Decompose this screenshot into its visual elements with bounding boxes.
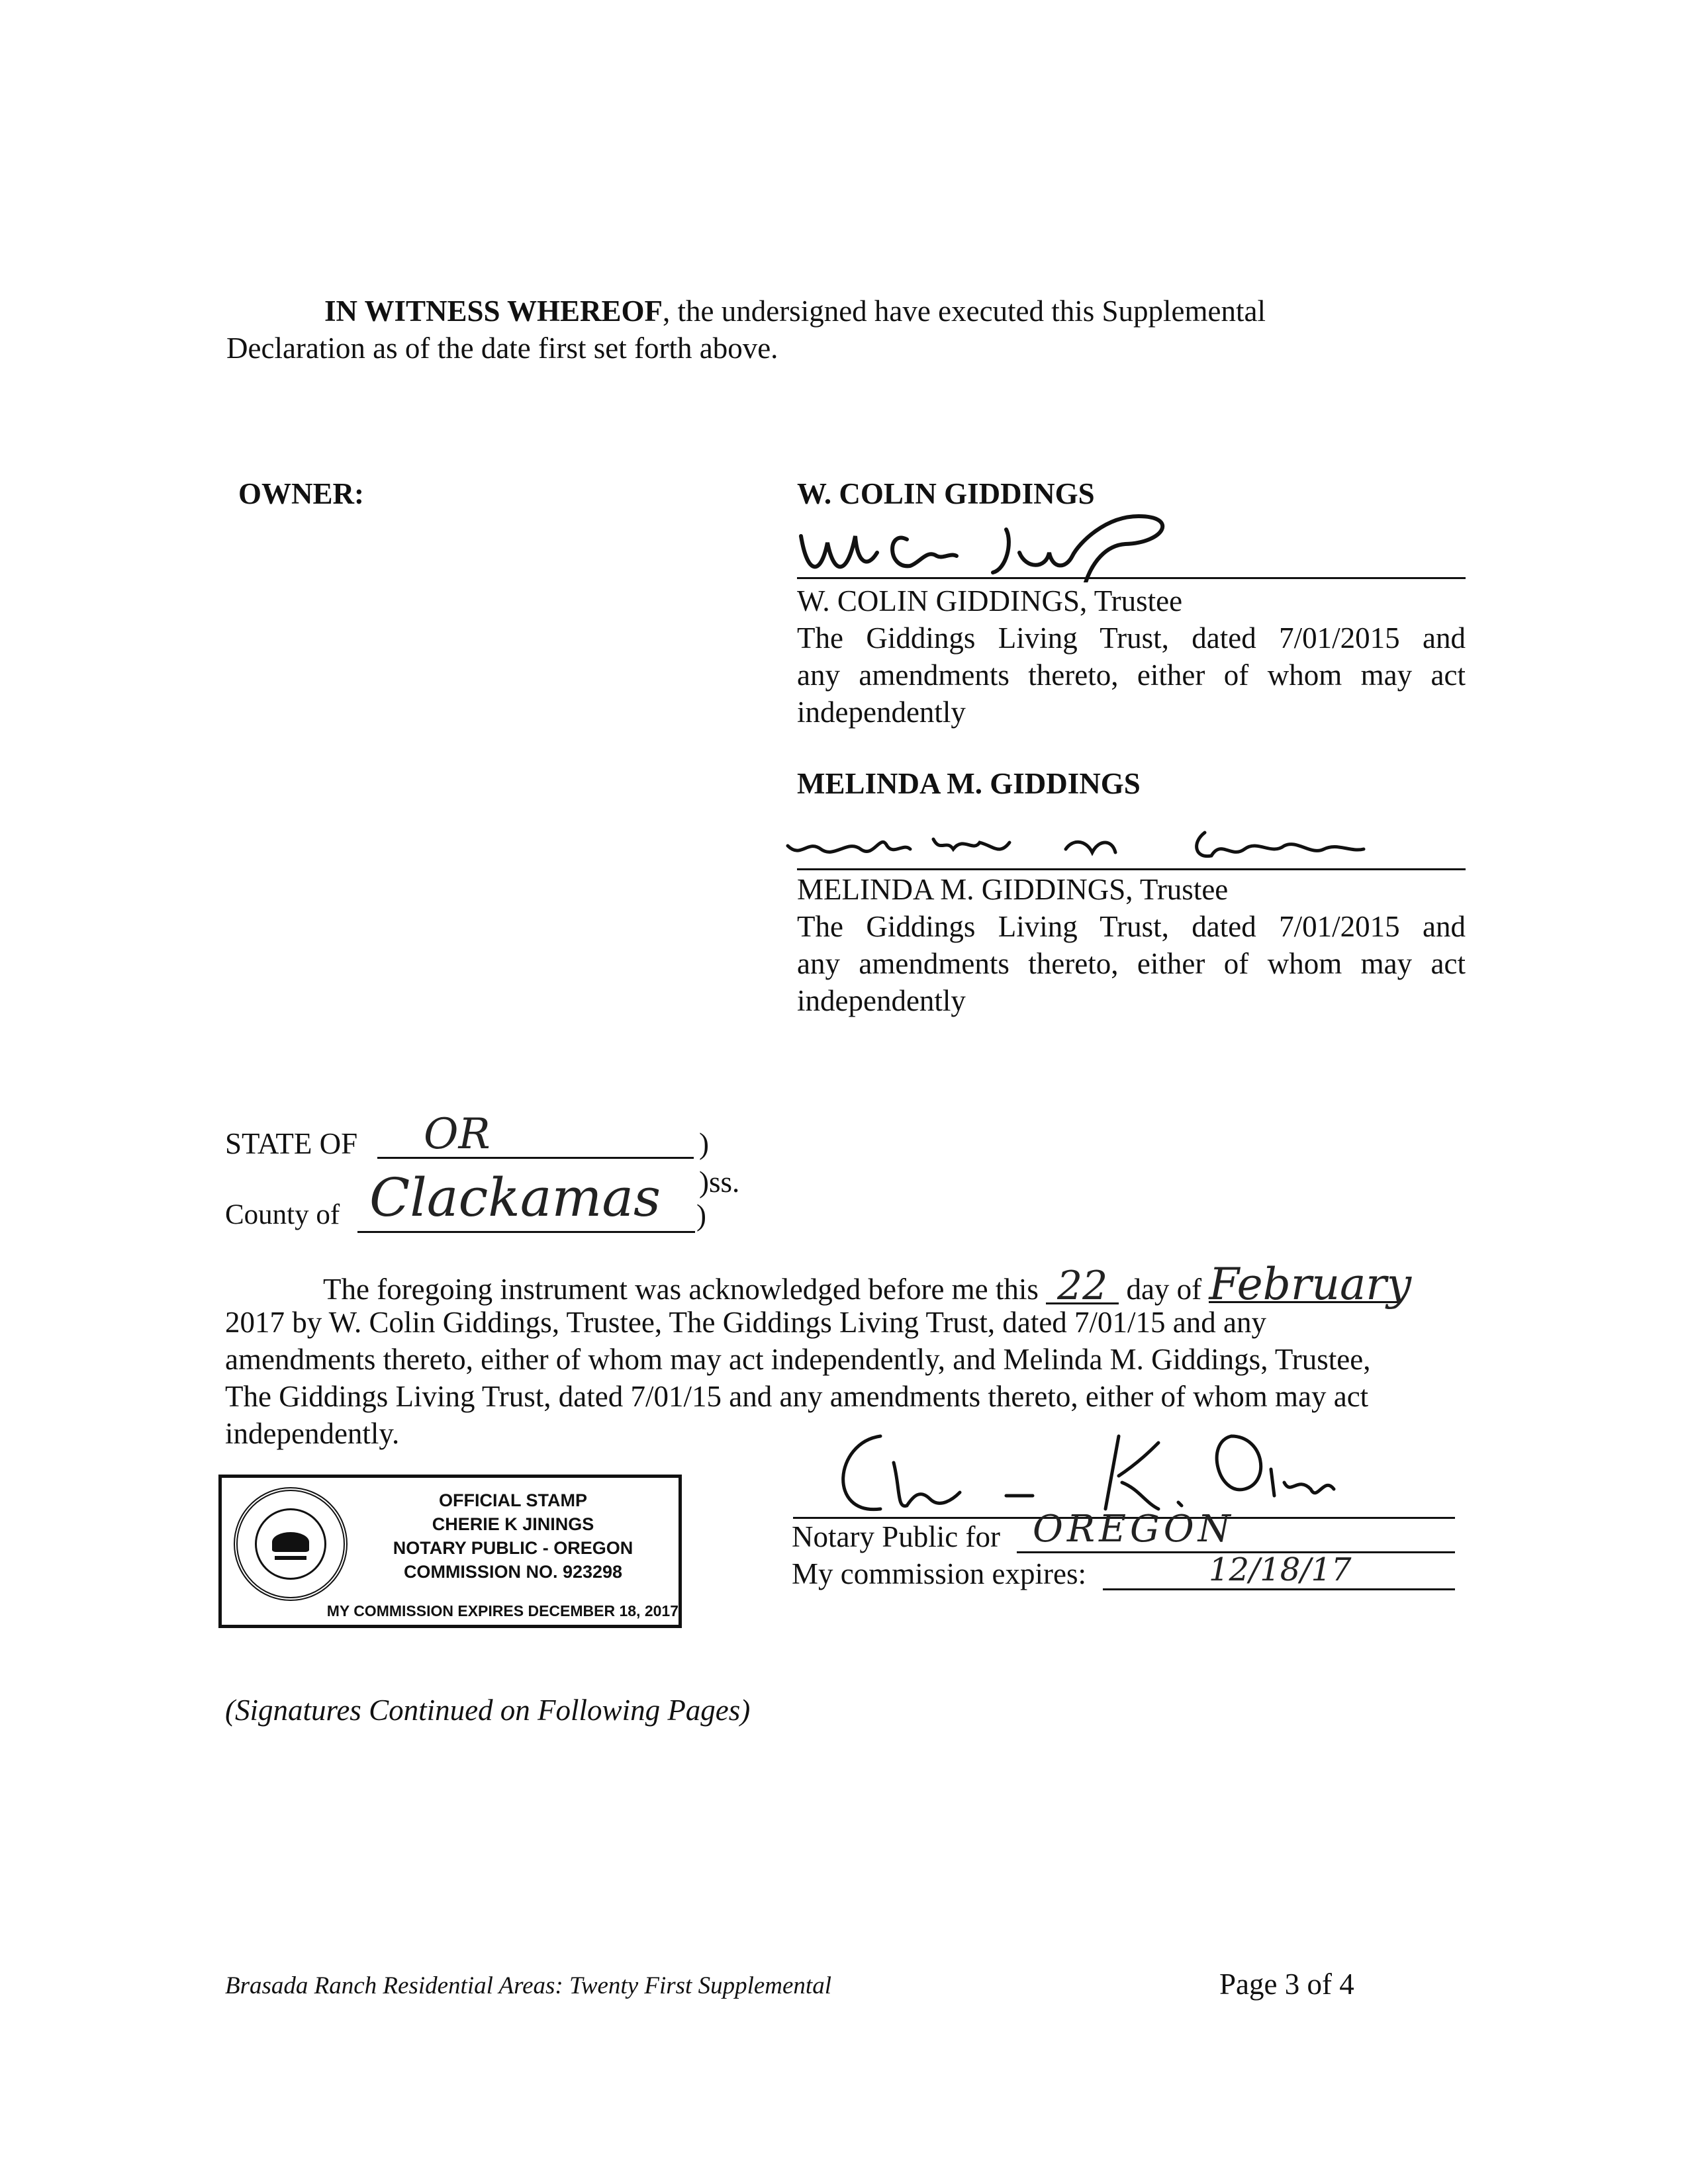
ack-line2: 2017 by W. Colin Giddings, Trustee, The Giddings Living Trust, dated 7/01/15 and any: [225, 1306, 1267, 1339]
stamp-line2: CHERIE K JININGS: [432, 1514, 594, 1534]
ack-line1-pre: The foregoing instrument was acknowledged before me this: [323, 1273, 1039, 1306]
stamp-line3: NOTARY PUBLIC - OREGON: [393, 1538, 633, 1558]
footer-page-number: Page 3 of 4: [1219, 1968, 1354, 2001]
notary-public-for-label: Notary Public for: [792, 1520, 1000, 1553]
signer2-heading: MELINDA M. GIDDINGS: [797, 767, 1141, 800]
ack-day: 22: [1046, 1269, 1119, 1304]
commission-expires-label: My commission expires:: [792, 1557, 1086, 1590]
county-label: County of: [225, 1199, 340, 1230]
state-value: OR: [424, 1110, 491, 1159]
signer2-name-line: MELINDA M. GIDDINGS, Trustee: [797, 873, 1229, 906]
signer2-trust-line1: The Giddings Living Trust, dated 7/01/2015 and: [797, 910, 1466, 943]
signer1-signature-line: [797, 577, 1466, 579]
witness-line-2: Declaration as of the date first set forth above.: [226, 332, 778, 365]
county-blank-line: [357, 1231, 695, 1233]
signer2-trust-line2: any amendments thereto, either of whom may act: [797, 947, 1466, 980]
signature-scrawl-1: [794, 490, 1284, 582]
ack-line1-mid: day of: [1126, 1273, 1202, 1306]
stamp-line5: MY COMMISSION EXPIRES DECEMBER 18, 2017: [326, 1602, 679, 1619]
signer1-name-line: W. COLIN GIDDINGS, Trustee: [797, 584, 1183, 617]
footer-title: Brasada Ranch Residential Areas: Twenty First Supplemental: [225, 1972, 831, 1999]
oregon-seal-icon: [234, 1487, 348, 1601]
ack-line1: [323, 1259, 1412, 1310]
signer1-signature: [794, 490, 1284, 582]
notary-public-for-value: OREGON: [1033, 1508, 1235, 1551]
signer2-trust-block: [797, 908, 1466, 1019]
signer1-heading: W. COLIN GIDDINGS: [797, 477, 1095, 510]
signer1-trust-line1: The Giddings Living Trust, dated 7/01/2015 and: [797, 621, 1466, 655]
state-blank-line: [377, 1157, 694, 1159]
ack-line4: The Giddings Living Trust, dated 7/01/15 and any amendments thereto, either of whom may act: [225, 1380, 1369, 1413]
signer2-trust-line3: independently: [797, 984, 966, 1017]
ack-month: February: [1209, 1259, 1412, 1310]
signer2-signature-line: [797, 868, 1466, 870]
witness-line-1: [226, 293, 1464, 330]
stamp-line1: OFFICIAL STAMP: [439, 1490, 587, 1510]
state-label: STATE OF: [225, 1127, 358, 1160]
county-paren: ): [696, 1199, 706, 1232]
witness-lead: IN WITNESS WHEREOF: [324, 295, 663, 328]
stamp-text: [354, 1488, 672, 1584]
commission-expires-line: [1103, 1588, 1455, 1590]
signer1-trust-block: [797, 619, 1466, 731]
state-paren: ): [699, 1127, 709, 1160]
witness-rest: , the undersigned have executed this Supplemental: [663, 295, 1266, 328]
ack-line5: independently.: [225, 1417, 400, 1450]
ack-line3: amendments thereto, either of whom may act independently, and Melinda M. Giddings, Trustee,: [225, 1343, 1371, 1376]
continued-note: (Signatures Continued on Following Pages): [225, 1694, 751, 1727]
owner-label: OWNER:: [238, 477, 364, 510]
signer1-trust-line3: independently: [797, 696, 966, 729]
county-value: Clackamas: [369, 1167, 661, 1228]
signer1-trust-line2: any amendments thereto, either of whom may act: [797, 659, 1466, 692]
stamp-line4: COMMISSION NO. 923298: [403, 1562, 623, 1582]
ss-label: )ss.: [699, 1165, 740, 1199]
notary-stamp: [218, 1475, 682, 1628]
witness-paragraph: [226, 293, 1464, 367]
commission-expires-value: 12/18/17: [1209, 1551, 1352, 1588]
